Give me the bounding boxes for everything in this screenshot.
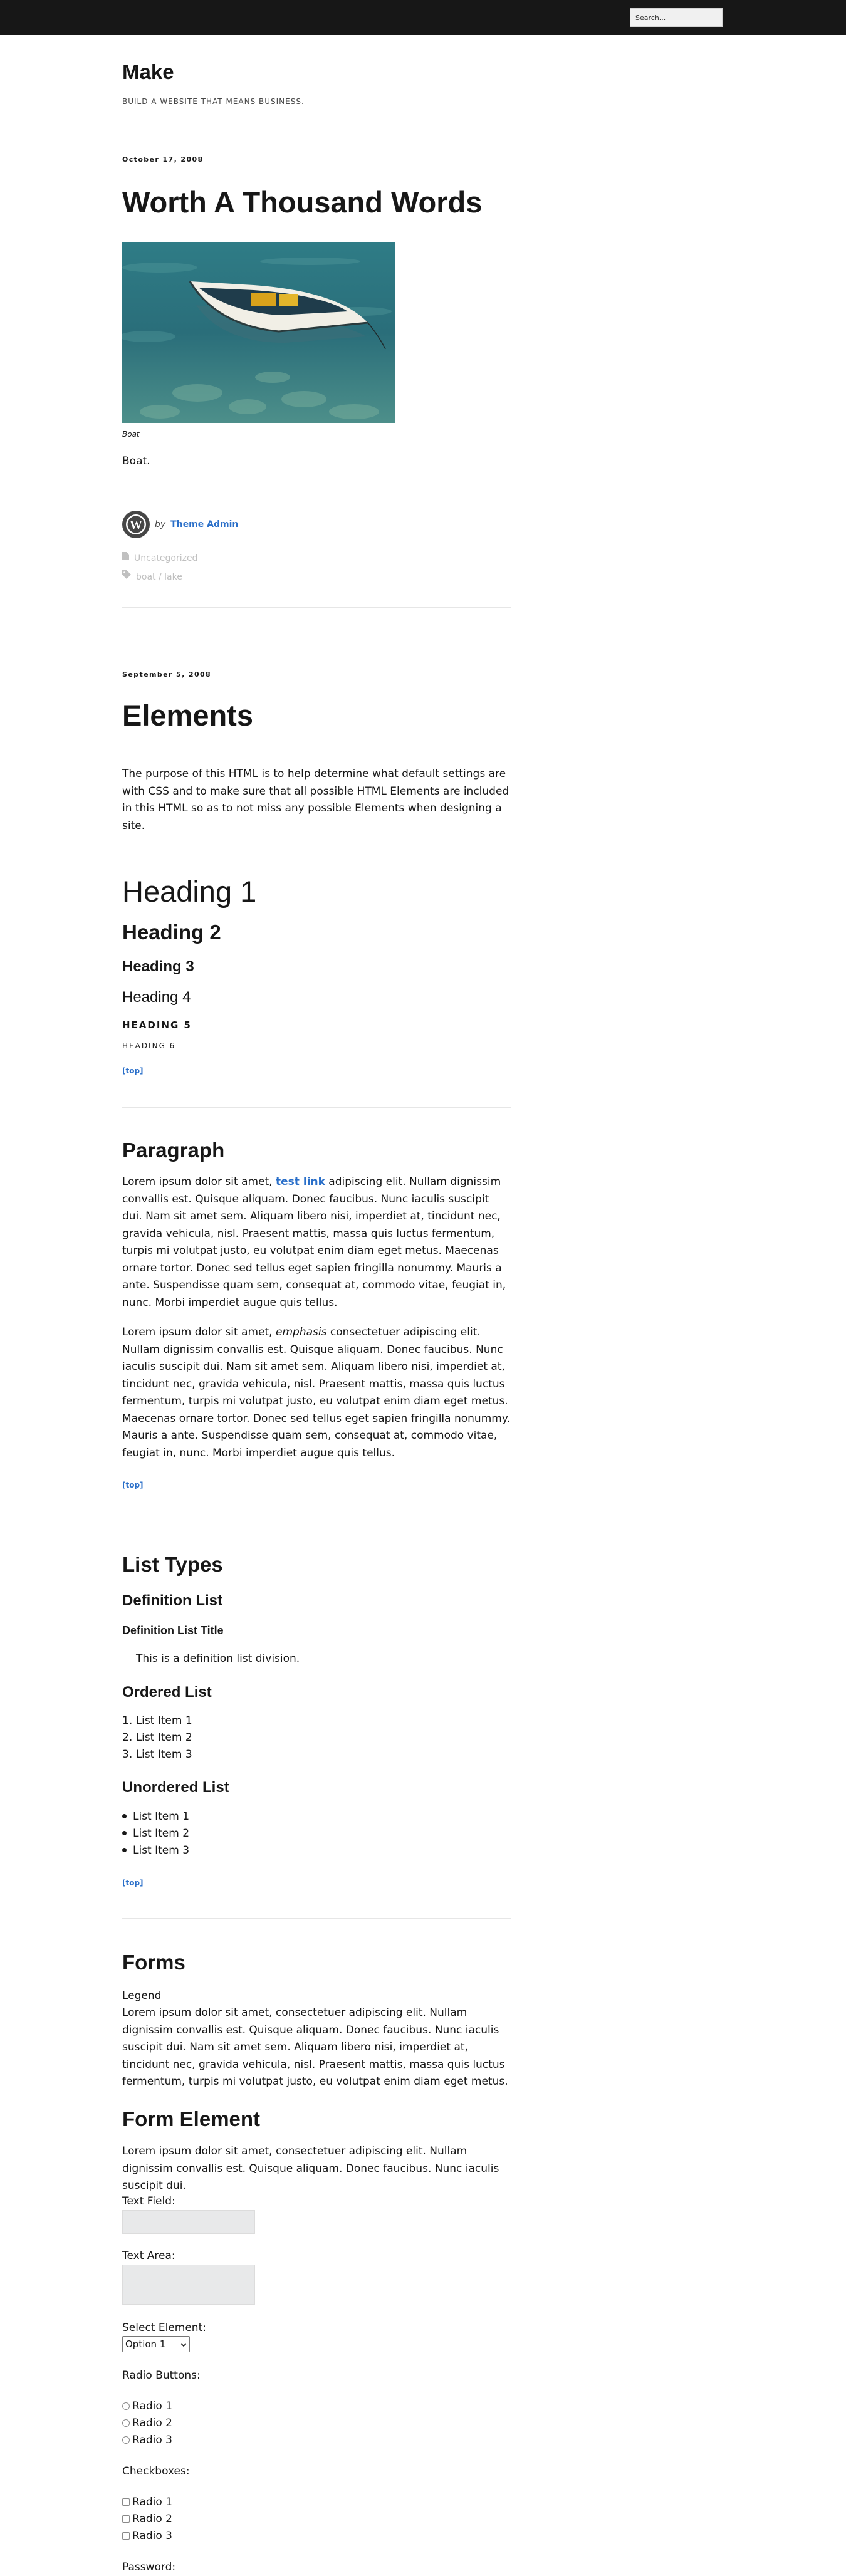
- fieldset-legend: Legend: [122, 1989, 162, 2002]
- checkbox-option[interactable]: Radio 1: [122, 2494, 172, 2511]
- boat-image: [122, 242, 395, 423]
- checkbox-option[interactable]: Radio 3: [122, 2528, 172, 2545]
- list-item: List Item 2: [122, 1825, 189, 1842]
- text-area-label: Text Area:: [122, 2250, 175, 2262]
- top-bar: [0, 0, 846, 35]
- section-divider: [122, 1918, 511, 1919]
- tag-link-boat[interactable]: boat: [136, 572, 156, 582]
- radio-option[interactable]: Radio 1: [122, 2398, 172, 2415]
- select-value: Option 1: [125, 2339, 166, 2350]
- password-label: Password:: [122, 2561, 176, 2573]
- form-element-text: Lorem ipsum dolor sit amet, consectetuer adipiscing elit. Nullam dignissim convallis est. Quisque aliquam. Donec faucibus. Nunc iaculis suscipit dui.: [122, 2145, 499, 2192]
- radio-button[interactable]: [122, 2436, 130, 2444]
- post-author: [122, 511, 238, 538]
- select-label: Select Element:: [122, 2322, 206, 2334]
- text-area[interactable]: [122, 2265, 255, 2305]
- post-date[interactable]: September 5, 2008: [122, 670, 212, 679]
- paragraph-2: Lorem ipsum dolor sit amet, emphasis consectetuer adipiscing elit. Nullam dignissim convallis est. Quisque aliquam. Donec faucibus. Nunc iaculis suscipit dui. Nam sit amet sem. Aliquam libero nisi, imperdiet at, tincidunt nec, gravida vehicula, nisl. Praesent mattis, massa quis luctus fermentum, turpis mi volutpat justo, eu volutpat enim diam eget metus. Maecenas ornare tortor. Donec sed tellus eget sapien fringilla nonummy. Mauris a ante. Suspendisse quam sem, consequat at, commodo vitae, feugiat in, nunc. Morbi imperdiet augue quis tellus.: [122, 1326, 510, 1459]
- post-categories: [122, 551, 197, 565]
- emphasis-text: emphasis: [276, 1326, 327, 1338]
- author-prefix: by: [155, 519, 166, 529]
- list-types-heading: List Types: [122, 1553, 223, 1576]
- list-item: 1. List Item 1: [122, 1714, 192, 1727]
- list-item: List Item 1: [122, 1808, 189, 1825]
- post-title[interactable]: Worth A Thousand Words: [122, 185, 483, 219]
- list-item: 2. List Item 2: [122, 1731, 192, 1744]
- list-item: 3. List Item 3: [122, 1748, 192, 1761]
- checkbox-option[interactable]: Radio 2: [122, 2511, 172, 2528]
- checkbox[interactable]: [122, 2515, 130, 2523]
- unordered-list-heading: Unordered List: [122, 1779, 229, 1796]
- category-link[interactable]: Uncategorized: [134, 553, 198, 563]
- post-tags: [122, 570, 182, 584]
- section-divider: [122, 1107, 511, 1108]
- svg-text:W: W: [130, 518, 142, 532]
- checkbox[interactable]: [122, 2498, 130, 2506]
- paragraph-heading: Paragraph: [122, 1139, 225, 1162]
- form-element-heading: Form Element: [122, 2107, 261, 2130]
- ordered-list-heading: Ordered List: [122, 1684, 212, 1701]
- site-tagline: BUILD A WEBSITE THAT MEANS BUSINESS.: [122, 97, 305, 106]
- definition-list-heading: Definition List: [122, 1592, 222, 1609]
- document-icon: [122, 552, 129, 565]
- tag-icon: [122, 570, 131, 584]
- bullet-icon: [122, 1831, 127, 1835]
- bullet-icon: [122, 1848, 127, 1852]
- author-link[interactable]: Theme Admin: [170, 519, 239, 529]
- select-dropdown[interactable]: [122, 2336, 190, 2352]
- checkbox[interactable]: [122, 2532, 130, 2540]
- heading-4: Heading 4: [122, 989, 191, 1006]
- radio-button[interactable]: [122, 2402, 130, 2410]
- wordpress-avatar-icon: [122, 511, 150, 538]
- post-divider: [122, 607, 511, 608]
- heading-2: Heading 2: [122, 920, 221, 944]
- tag-link-lake[interactable]: lake: [164, 572, 182, 582]
- radio-button[interactable]: [122, 2419, 130, 2427]
- site-title[interactable]: Make: [122, 60, 174, 83]
- test-link[interactable]: test link: [276, 1176, 325, 1188]
- heading-6: HEADING 6: [122, 1041, 176, 1050]
- radio-group-label: Radio Buttons:: [122, 2369, 201, 2382]
- heading-1: Heading 1: [122, 875, 257, 908]
- tag-separator: /: [155, 572, 165, 582]
- post-body: Boat.: [122, 455, 150, 467]
- top-link[interactable]: [top]: [122, 1481, 144, 1489]
- text-field-label: Text Field:: [122, 2195, 175, 2208]
- paragraph-1: Lorem ipsum dolor sit amet, test link adipiscing elit. Nullam dignissim convallis est. Quisque aliquam. Donec faucibus. Nunc iaculis suscipit dui. Nam sit amet sem. Aliquam libero nisi, imperdiet at, tincidunt nec, gravida vehicula, nisl. Praesent mattis, massa quis luctus fermentum, turpis mi volutpat justo, eu volutpat enim diam eget metus. Maecenas ornare tortor. Donec sed tellus eget sapien fringilla nonummy. Mauris a ante. Suspendisse quam sem, consequat at, commodo vitae, feugiat in, nunc. Morbi imperdiet augue quis tellus.: [122, 1176, 506, 1309]
- legend-text: Lorem ipsum dolor sit amet, consectetuer adipiscing elit. Nullam dignissim convallis est. Quisque aliquam. Donec faucibus. Nunc iaculis suscipit dui. Nam sit amet sem. Aliquam libero nisi, imperdiet at, tincidunt nec, gravida vehicula, nisl. Praesent mattis, massa quis luctus fermentum, turpis mi volutpat justo, eu volutpat enim diam eget metus.: [122, 2006, 508, 2088]
- heading-5: HEADING 5: [122, 1019, 192, 1031]
- bullet-icon: [122, 1814, 127, 1818]
- top-link[interactable]: [top]: [122, 1066, 144, 1075]
- image-caption: Boat: [122, 430, 140, 439]
- post-date[interactable]: October 17, 2008: [122, 155, 204, 164]
- list-item: List Item 3: [122, 1842, 189, 1859]
- search-input[interactable]: [630, 8, 723, 27]
- checkbox-group-label: Checkboxes:: [122, 2465, 190, 2478]
- text-field[interactable]: [122, 2210, 255, 2234]
- post-intro: The purpose of this HTML is to help determine what default settings are with CSS and to make sure that all possible HTML Elements are included in this HTML so as to not miss any possible Elements when designing a site.: [122, 768, 509, 832]
- post-title[interactable]: Elements: [122, 699, 253, 732]
- heading-3: Heading 3: [122, 958, 194, 975]
- top-link[interactable]: [top]: [122, 1879, 144, 1887]
- radio-option[interactable]: Radio 3: [122, 2432, 172, 2449]
- definition-description: This is a definition list division.: [136, 1652, 300, 1665]
- radio-option[interactable]: Radio 2: [122, 2415, 172, 2432]
- forms-heading: Forms: [122, 1951, 185, 1974]
- definition-term: Definition List Title: [122, 1624, 224, 1637]
- chevron-down-icon: [180, 2337, 187, 2352]
